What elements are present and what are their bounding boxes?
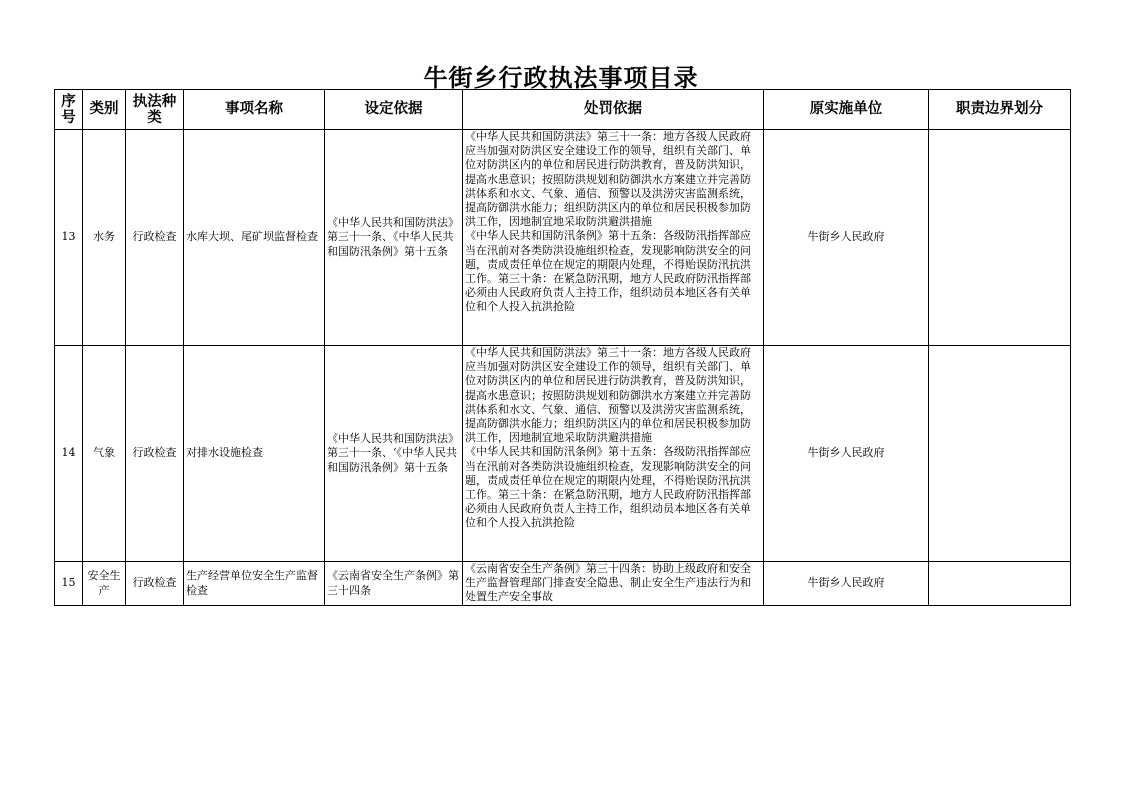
row-seq: 13 [55,130,83,346]
header-category: 类别 [83,90,126,130]
enforcement-items-table [54,89,1071,606]
row-responsibility [929,562,1071,606]
row-enforcement-type: 行政检查 [126,130,184,346]
row-enforcement-type: 行政检查 [126,346,184,562]
row-legal-basis: 《中华人民共和国防洪法》第三十一条、《中华人民共和国防汛条例》第十五条 [325,130,463,346]
header-responsibility: 职责边界划分 [929,90,1071,130]
row-responsibility [929,346,1071,562]
row-legal-basis: 《中华人民共和国防洪法》第三十一条、‘《中华人民共和国防汛条例》第十五条 [325,346,463,562]
row-penalty-basis: 《云南省安全生产条例》第三十四条：协助上级政府和安全生产监督管理部门排查安全隐患、制止安全生产违法行为和处置生产安全事故 [463,562,764,606]
row-category: 水务 [83,130,126,346]
row-category: 气象 [83,346,126,562]
header-penalty-basis: 处罚依据 [463,90,764,130]
header-row [55,90,1071,130]
page-title: 牛街乡行政执法事项目录 [423,64,699,92]
header-item-name: 事项名称 [184,90,325,130]
header-seq: 序号 [55,90,83,130]
row-legal-basis: 《云南省安全生产条例》第三十四条 [325,562,463,606]
row-seq: 14 [55,346,83,562]
table-row [55,346,1071,562]
row-penalty-basis: 《中华人民共和国防洪法》第三十一条：地方各级人民政府应当加强对防洪区安全建设工作的领导，组织有关部门、单位对防洪区内的单位和居民进行防洪教育，普及防洪知识，提高水患意识；按照防洪规划和防御洪水方案建立并完善防洪体系和水文、气象、通信、预警以及洪涝灾害监测系统，提高防御洪水能力；组织防洪区内的单位和居民积极参加防洪工作，因地制宜地采取防洪避洪措施 《中华人民共和国防汛条例》第十五条：各级防汛指挥部应当在汛前对各类防洪设施组织检查，发现影响防洪安全的问题，责成责任单位在规定的期限内处理，不得贻误防汛抗洪工作。第三十条：在紧急防汛期，地方人民政府防汛指挥部必须由人民政府负责人主持工作，组织动员本地区各有关单位和个人投入抗洪抢险 [463,130,764,346]
row-item-name: 水库大坝、尾矿坝监督检查 [184,130,325,346]
table-row [55,130,1071,346]
row-original-unit: 牛街乡人民政府 [764,346,929,562]
row-enforcement-type: 行政检查 [126,562,184,606]
table-row [55,562,1071,606]
row-category: 安全生产 [83,562,126,606]
row-seq: 15 [55,562,83,606]
row-original-unit: 牛街乡人民政府 [764,130,929,346]
row-original-unit: 牛街乡人民政府 [764,562,929,606]
row-item-name: 生产经营单位安全生产监督检查 [184,562,325,606]
row-item-name: 对排水设施检查 [184,346,325,562]
header-original-unit: 原实施单位 [764,90,929,130]
header-enforcement-type: 执法种类 [126,90,184,130]
row-responsibility [929,130,1071,346]
header-legal-basis: 设定依据 [325,90,463,130]
row-penalty-basis: 《中华人民共和国防洪法》第三十一条：地方各级人民政府应当加强对防洪区安全建设工作的领导，组织有关部门、单位对防洪区内的单位和居民进行防洪教育，普及防洪知识，提高水患意识；按照防洪规划和防御洪水方案建立并完善防洪体系和水文、气象、通信、预警以及洪涝灾害监测系统，提高防御洪水能力；组织防洪区内的单位和居民积极参加防洪工作，因地制宜地采取防洪避洪措施 《中华人民共和国防汛条例》第十五条：各级防汛指挥部应当在汛前对各类防洪设施组织检查，发现影响防洪安全的问题，责成责任单位在规定的期限内处理，不得贻误防汛抗洪工作。第三十条：在紧急防汛期，地方人民政府防汛指挥部必须由人民政府负责人主持工作，组织动员本地区各有关单位和个人投入抗洪抢险 [463,346,764,562]
